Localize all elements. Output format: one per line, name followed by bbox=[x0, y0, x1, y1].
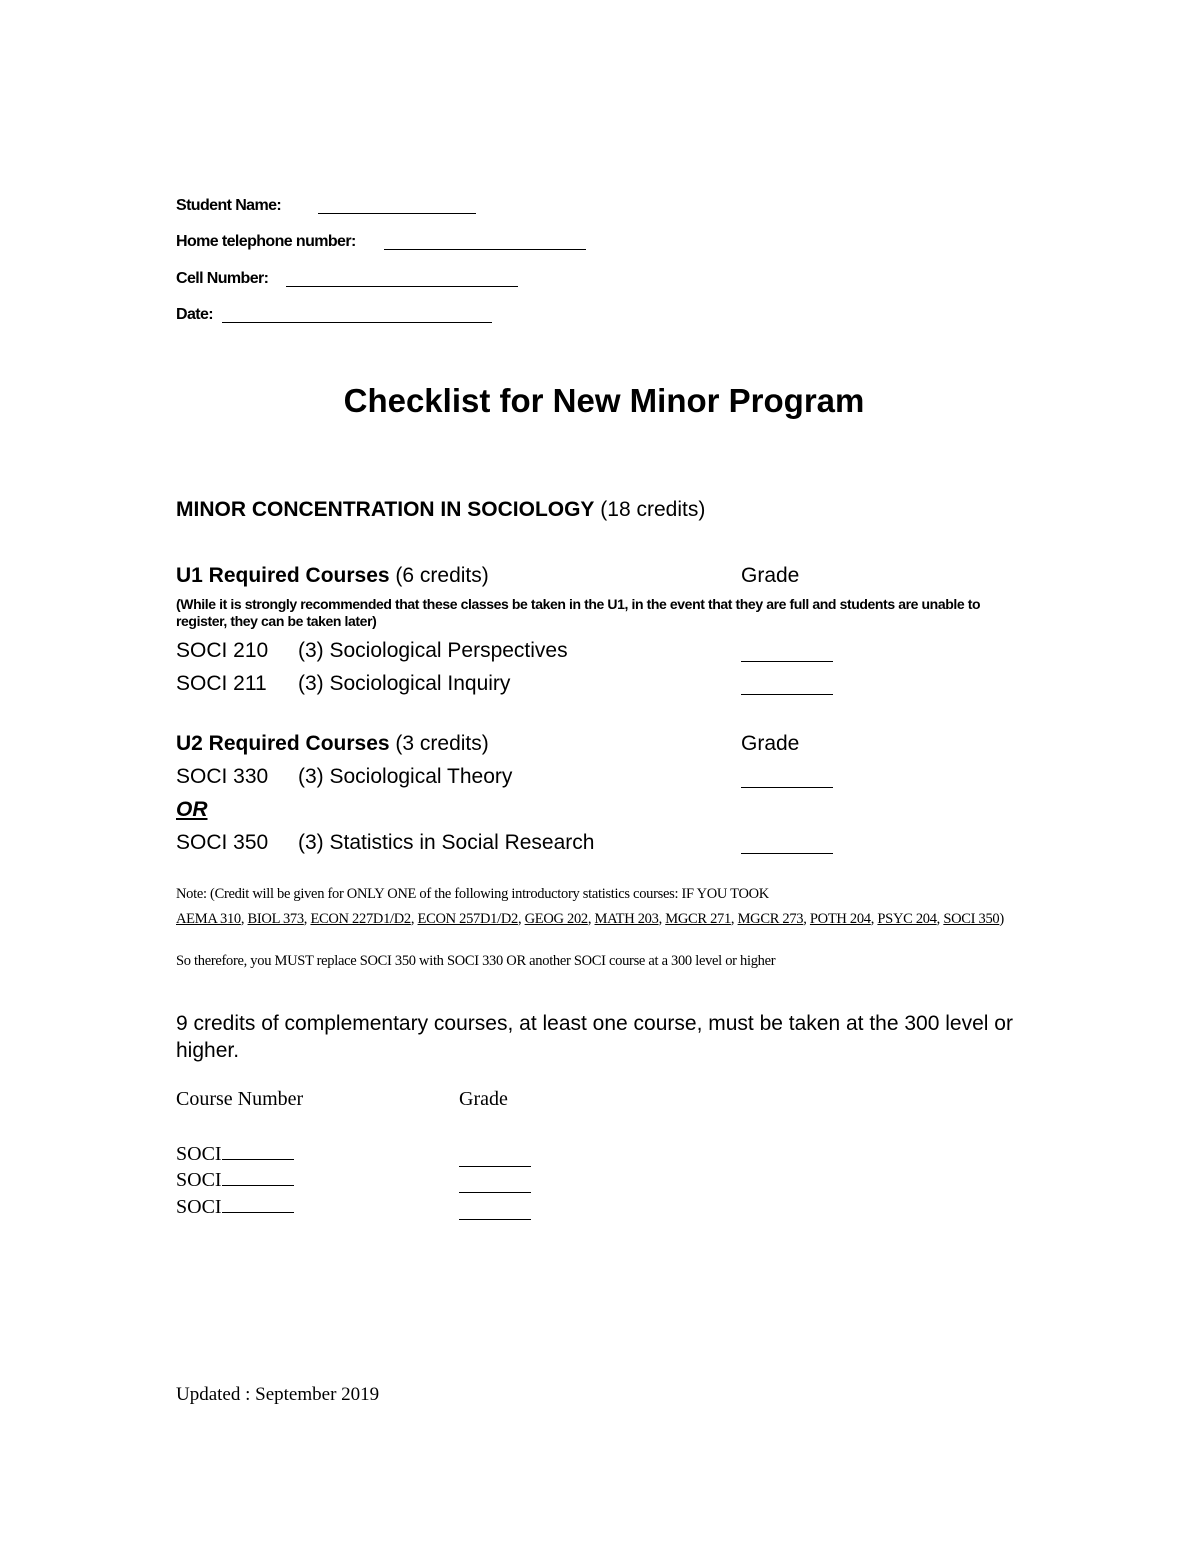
course-number-field[interactable] bbox=[222, 1159, 294, 1160]
u1-heading bbox=[176, 564, 489, 588]
course-code: SOCI 350 bbox=[176, 831, 269, 854]
soci-prefix: SOCI bbox=[176, 1169, 222, 1191]
u2-grade-label: Grade bbox=[741, 732, 800, 755]
course-number-field[interactable] bbox=[222, 1212, 294, 1213]
grade-field-soci-330[interactable] bbox=[741, 787, 833, 788]
complementary-text: 9 credits of complementary courses, at least one course, must be taken at the 300 level or higher. bbox=[176, 1012, 1013, 1062]
complementary-row bbox=[176, 1169, 294, 1192]
stats-course: MATH 203 bbox=[594, 911, 659, 927]
stats-course: ECON 257D1/D2 bbox=[417, 911, 518, 927]
stats-course: GEOG 202 bbox=[524, 911, 588, 927]
student-name-field[interactable] bbox=[318, 213, 476, 214]
course-code: SOCI 210 bbox=[176, 639, 269, 662]
complementary-grade-field[interactable] bbox=[459, 1219, 531, 1220]
home-phone-field[interactable] bbox=[384, 249, 586, 250]
soci-prefix: SOCI bbox=[176, 1196, 222, 1218]
stats-course: MGCR 271 bbox=[665, 911, 731, 927]
cell-number-label: Cell Number: bbox=[176, 270, 269, 287]
complementary-grade-field[interactable] bbox=[459, 1192, 531, 1193]
grade-field-soci-350[interactable] bbox=[741, 853, 833, 854]
course-row-soci-350 bbox=[176, 831, 594, 855]
u1-title: U1 Required Courses bbox=[176, 564, 390, 587]
u1-note: (While it is strongly recommended that these classes be taken in the U1, in the event that they are full and students are unable to register, they can be taken later) bbox=[176, 596, 981, 629]
grade-field-soci-211[interactable] bbox=[741, 694, 833, 695]
home-phone-label: Home telephone number: bbox=[176, 233, 356, 250]
stats-course: MGCR 273 bbox=[737, 911, 804, 927]
cell-number-field[interactable] bbox=[286, 286, 518, 287]
stats-course: PSYC 204 bbox=[877, 911, 937, 927]
u2-credits: (3 credits) bbox=[395, 732, 489, 755]
u2-title: U2 Required Courses bbox=[176, 732, 390, 755]
course-row-soci-330 bbox=[176, 765, 512, 789]
course-number-field[interactable] bbox=[222, 1185, 294, 1186]
stats-replace-note: So therefore, you MUST replace SOCI 350 with SOCI 330 OR another SOCI course at a 300 level or higher bbox=[176, 953, 776, 969]
stats-note-intro: Note: (Credit will be given for ONLY ONE of the following introductory statistics courses: IF YOU TOOK bbox=[176, 886, 769, 902]
course-title: (3) Sociological Inquiry bbox=[298, 672, 511, 695]
u2-heading bbox=[176, 732, 489, 756]
course-code: SOCI 211 bbox=[176, 672, 267, 695]
date-field[interactable] bbox=[222, 322, 492, 323]
page-title: Checklist for New Minor Program bbox=[343, 382, 865, 419]
u1-credits: (6 credits) bbox=[395, 564, 489, 587]
stats-course: POTH 204 bbox=[809, 911, 871, 927]
course-title: (3) Statistics in Social Research bbox=[298, 831, 595, 854]
course-title: (3) Sociological Theory bbox=[298, 765, 513, 788]
soci-prefix: SOCI bbox=[176, 1143, 222, 1165]
stats-course: AEMA 310 bbox=[176, 911, 241, 927]
minor-heading bbox=[176, 498, 705, 522]
or-label: OR bbox=[176, 798, 208, 821]
course-row-soci-210 bbox=[176, 639, 568, 663]
course-code: SOCI 330 bbox=[176, 765, 269, 788]
complementary-row bbox=[176, 1143, 294, 1166]
complementary-grade-field[interactable] bbox=[459, 1166, 531, 1167]
grade-header: Grade bbox=[459, 1088, 508, 1110]
course-row-soci-211 bbox=[176, 672, 510, 696]
course-title: (3) Sociological Perspectives bbox=[298, 639, 568, 662]
minor-credits: (18 credits) bbox=[600, 498, 706, 521]
stats-course: SOCI 350 bbox=[943, 911, 1000, 927]
u1-grade-label: Grade bbox=[741, 564, 800, 587]
stats-course-list: AEMA 310, BIOL 373, ECON 227D1/D2, ECON 257D1/D2, GEOG 202, MATH 203, MGCR 271, MGCR 273, POTH 204, PSYC 204, SOCI 350) bbox=[176, 911, 1004, 927]
stats-course: ECON 227D1/D2 bbox=[310, 911, 411, 927]
stats-course: BIOL 373 bbox=[247, 911, 304, 927]
updated-date: Updated : September 2019 bbox=[176, 1384, 380, 1405]
stats-closing: ) bbox=[999, 911, 1004, 927]
complementary-row bbox=[176, 1196, 294, 1219]
date-label: Date: bbox=[176, 306, 214, 323]
course-number-header: Course Number bbox=[176, 1088, 304, 1110]
grade-field-soci-210[interactable] bbox=[741, 661, 833, 662]
student-name-label: Student Name: bbox=[176, 197, 282, 214]
minor-name: MINOR CONCENTRATION IN SOCIOLOGY bbox=[176, 498, 595, 521]
